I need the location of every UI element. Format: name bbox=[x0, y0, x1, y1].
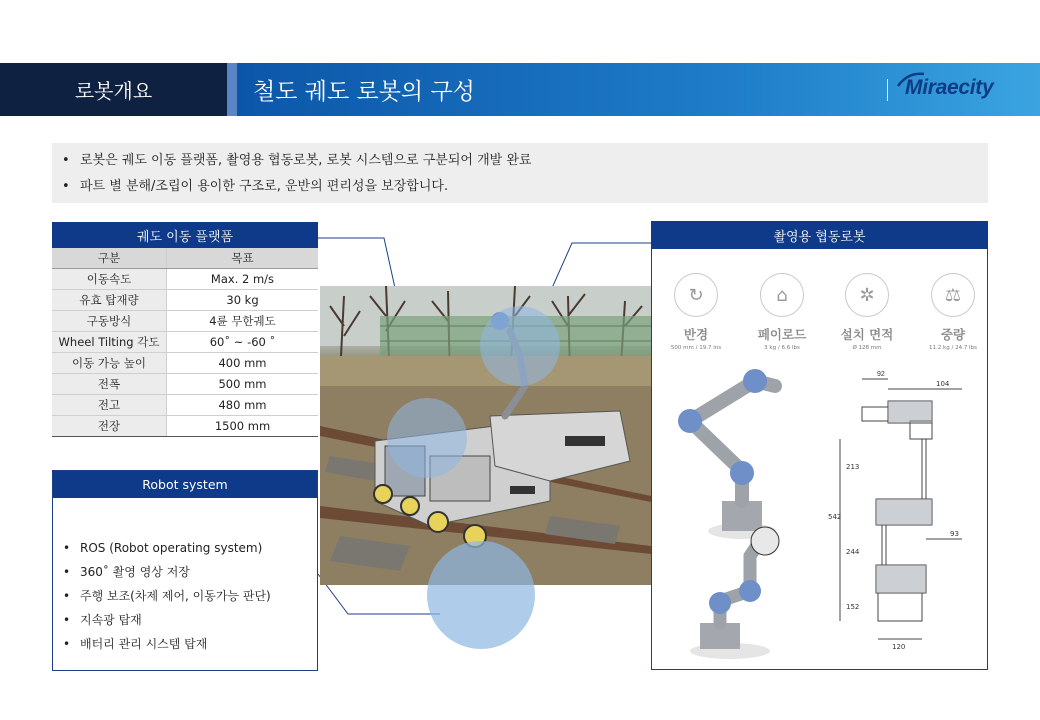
dimension-label: 213 bbox=[846, 463, 860, 471]
spec-footprint bbox=[825, 273, 909, 351]
spec-name: 반경 bbox=[683, 327, 709, 342]
list-item: • ROS (Robot operating system) bbox=[80, 540, 317, 564]
section-label: 로봇개요 bbox=[0, 63, 227, 116]
table-row bbox=[52, 269, 318, 290]
spec-payload bbox=[740, 273, 824, 351]
spec-value: 11.2 kg / 24.7 lbs bbox=[929, 345, 977, 351]
table-cell: 4륜 무한궤도 bbox=[167, 311, 319, 332]
robot-arm-render bbox=[660, 361, 820, 661]
table-row bbox=[52, 290, 318, 311]
robot-system-title: Robot system bbox=[53, 471, 317, 498]
platform-spec-table bbox=[52, 248, 318, 437]
list-item: • 360˚ 촬영 영상 저장 bbox=[80, 564, 317, 588]
spec-value: 3 kg / 6.6 lbs bbox=[764, 345, 800, 351]
list-item: • 주행 보조(차제 제어, 이동가능 판단) bbox=[80, 588, 317, 612]
collab-robot-title: 촬영용 협동로봇 bbox=[651, 221, 988, 249]
page-title: 철도 궤도 로봇의 구성 bbox=[253, 79, 475, 105]
table-cell: 1500 mm bbox=[167, 416, 319, 437]
summary-item: • 로봇은 궤도 이동 플랫폼, 촬영용 협동로봇, 로봇 시스템으로 구분되어 개발 완료 bbox=[80, 152, 988, 178]
table-cell: 이동 가능 높이 bbox=[52, 353, 167, 374]
spec-reach bbox=[654, 273, 738, 351]
reach-icon: ↻ bbox=[674, 273, 718, 317]
table-row bbox=[52, 311, 318, 332]
table-cell: 30 kg bbox=[167, 290, 319, 311]
highlight-circle bbox=[420, 538, 540, 652]
table-cell: Wheel Tilting 각도 bbox=[52, 332, 167, 353]
table-cell: 전장 bbox=[52, 416, 167, 437]
table-cell: 유효 탑재량 bbox=[52, 290, 167, 311]
spec-value: Ø 128 mm bbox=[852, 345, 882, 351]
list-item: • 지속광 탑재 bbox=[80, 612, 317, 636]
footprint-icon: ✲ bbox=[845, 273, 889, 317]
table-cell: 500 mm bbox=[167, 374, 319, 395]
table-cell: 구분 bbox=[52, 248, 167, 269]
dimension-label: 92 bbox=[877, 371, 885, 378]
table-row bbox=[52, 332, 318, 353]
spec-name: 설치 면적 bbox=[840, 327, 894, 342]
table-cell: 400 mm bbox=[167, 353, 319, 374]
table-cell: 구동방식 bbox=[52, 311, 167, 332]
table-cell: 480 mm bbox=[167, 395, 319, 416]
spec-weight bbox=[911, 273, 995, 351]
table-row bbox=[52, 353, 318, 374]
dimension-drawing bbox=[822, 369, 982, 659]
spec-name: 페이로드 bbox=[757, 327, 807, 342]
company-logo: Miraecity bbox=[905, 76, 994, 99]
table-row bbox=[52, 416, 318, 437]
table-cell: 이동속도 bbox=[52, 269, 167, 290]
payload-icon: ⌂ bbox=[760, 273, 804, 317]
spec-name: 중량 bbox=[940, 327, 966, 342]
dimension-label: 244 bbox=[846, 548, 860, 556]
table-header-row bbox=[52, 248, 318, 269]
table-row bbox=[52, 395, 318, 416]
table-cell: Max. 2 m/s bbox=[167, 269, 319, 290]
table-cell: 전폭 bbox=[52, 374, 167, 395]
dimension-label: 542 bbox=[828, 513, 842, 521]
table-row bbox=[52, 374, 318, 395]
robot-system-box bbox=[52, 470, 318, 671]
summary-item: • 파트 별 분해/조립이 용이한 구조로, 운반의 편리성을 보장합니다. bbox=[80, 178, 988, 204]
spec-value: 500 mm / 19.7 ins bbox=[670, 345, 722, 351]
scale-icon: ⚖ bbox=[931, 273, 975, 317]
collab-robot-panel bbox=[651, 249, 988, 670]
dimension-label: 152 bbox=[846, 603, 860, 611]
dimension-label: 104 bbox=[936, 380, 950, 388]
list-item: • 배터리 관리 시스템 탑재 bbox=[80, 636, 317, 660]
table-cell: 60˚ ~ -60 ˚ bbox=[167, 332, 319, 353]
dimension-label: 120 bbox=[892, 643, 906, 651]
dimension-label: 93 bbox=[950, 530, 959, 538]
table-cell: 목표 bbox=[167, 248, 319, 269]
table-cell: 전고 bbox=[52, 395, 167, 416]
platform-title: 궤도 이동 플랫폼 bbox=[52, 222, 318, 248]
